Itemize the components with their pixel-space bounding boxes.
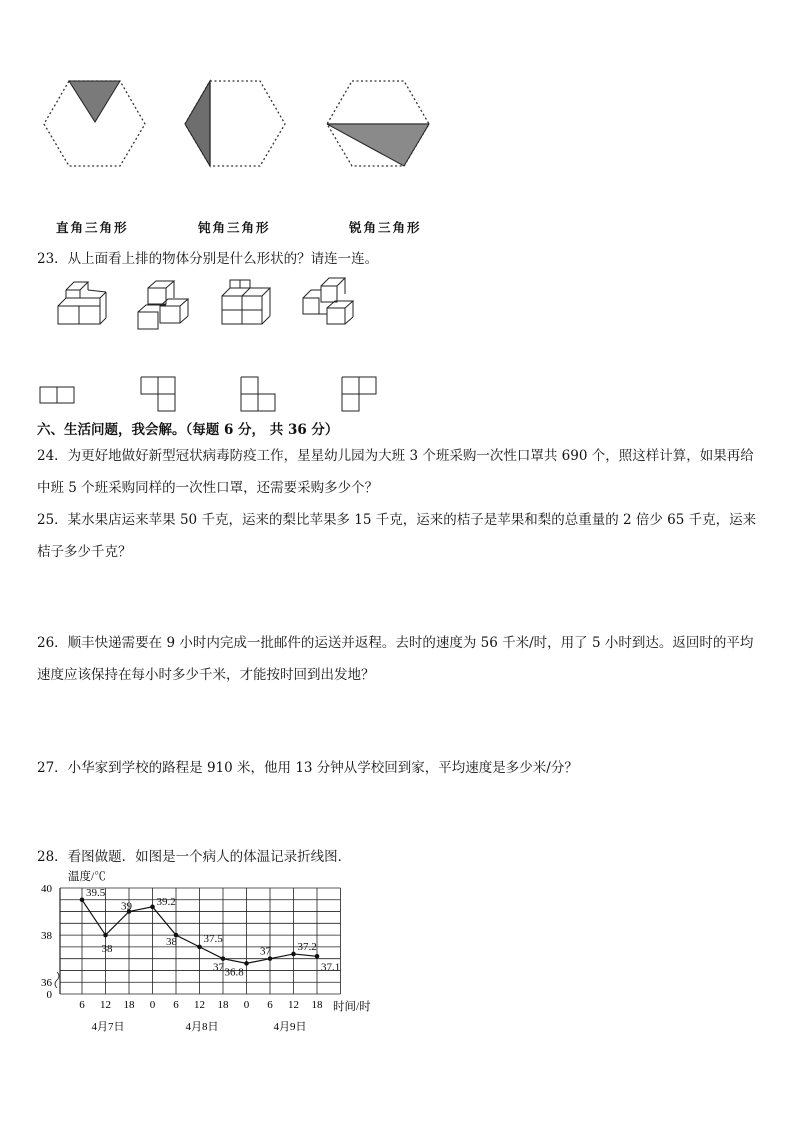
data-point: [103, 933, 108, 938]
chart-texts: [41, 869, 371, 1033]
x-tick-label: 12: [194, 999, 205, 1011]
data-value-label: 39.2: [156, 895, 176, 908]
data-point: [315, 954, 320, 959]
data-point: [221, 956, 226, 961]
day-label: 4月9日: [273, 1021, 307, 1033]
y-tick-label: 40: [41, 883, 52, 895]
question-23-text: 23．从上面看上排的物体分别是什么形状的？请连一连。: [37, 251, 379, 267]
data-value-label: 38: [166, 936, 177, 949]
hexagon-label-2: 钝角三角形: [198, 220, 271, 235]
x-tick-label: 0: [149, 999, 156, 1011]
data-value-label: 37: [260, 945, 271, 958]
cube-object-4: [303, 278, 353, 324]
x-tick-label: 18: [123, 999, 135, 1011]
day-label: 4月8日: [185, 1021, 219, 1033]
x-axis-label: 时间/时: [333, 1001, 371, 1013]
axis-break-mark: [55, 972, 59, 988]
question-28-text: 28．看图做题．如图是一个病人的体温记录折线图．: [37, 849, 352, 865]
data-value-label: 38: [101, 943, 113, 956]
shaded-right-triangle: [69, 81, 120, 122]
shaded-acute-triangle: [327, 124, 429, 166]
x-tick-label: 12: [288, 999, 299, 1011]
data-point: [80, 897, 85, 902]
day-label: 4月7日: [91, 1021, 125, 1033]
data-value-label: 37.1: [321, 961, 341, 974]
question-25-text: 25．某水果店运来苹果 50 千克，运来的梨比苹果多 15 千克，运来的桔子是苹果和梨的总重量的 2 倍少 65 千克，运来桔子多少千克？: [37, 512, 757, 560]
top-view-1: [40, 387, 74, 403]
hexagon-label-1: 直角三角形: [56, 220, 129, 235]
question-27-text: 27．小华家到学校的路程是 910 米，他用 13 分钟从学校回到家，平均速度是多少米/分？: [37, 760, 578, 776]
top-view-4: [342, 377, 376, 411]
data-value-label: 37.5: [203, 932, 223, 945]
y-tick-label: 38: [41, 930, 52, 943]
hexagon-2: [185, 81, 285, 166]
x-tick-label: 18: [311, 999, 323, 1011]
question-24: [37, 440, 762, 504]
question-25: [37, 504, 762, 568]
data-value-label: 36.8: [224, 966, 244, 979]
top-view-3: [241, 377, 275, 411]
hexagon-label-3: 锐角三角形: [349, 220, 422, 235]
data-point: [197, 945, 202, 950]
question-26-text: 26．顺丰快递需要在 9 小时内完成一批邮件的运送并返程。去时的速度为 56 千米/时，用了 5 小时到达。返回时的平均速度应该保持在每小时多少千米，才能按时回到出发地？: [37, 635, 754, 683]
hexagon-3: [327, 81, 429, 166]
x-tick-label: 6: [79, 999, 85, 1011]
data-value-label: 37.2: [297, 940, 317, 953]
shaded-obtuse-triangle: [185, 81, 210, 166]
section-title: 六、生活问题，我会解。（每题 6 分， 共 36 分）: [37, 422, 339, 438]
x-tick-label: 0: [243, 999, 250, 1011]
y-tick-label: 36: [41, 977, 52, 990]
cube-object-2: [138, 281, 188, 329]
question-27: [37, 752, 762, 784]
hexagon-1: [44, 81, 145, 166]
cube-object-3: [222, 280, 270, 324]
y-tick-label: 0: [46, 989, 52, 1001]
cube-objects: [0, 270, 794, 340]
x-tick-label: 18: [217, 999, 229, 1011]
top-view-shapes: [0, 370, 794, 415]
cube-object-1: [58, 282, 106, 324]
data-value-label: 37: [213, 961, 224, 974]
data-point: [150, 905, 155, 910]
x-tick-label: 6: [267, 999, 273, 1011]
question-24-text: 24．为更好地做好新型冠状病毒防疫工作，星星幼儿园为大班 3 个班采购一次性口罩共 690 个，照这样计算，如果再给中班 5 个班采购同样的一次性口罩，还需要采购多少个？: [37, 448, 754, 496]
data-value-label: 39: [121, 900, 132, 913]
x-tick-label: 12: [100, 999, 111, 1011]
y-axis-label: 温度/℃: [68, 871, 106, 883]
x-tick-label: 6: [173, 999, 179, 1011]
data-point: [291, 952, 296, 957]
temperature-line-chart: [0, 860, 400, 1045]
data-point: [244, 961, 249, 966]
top-view-2: [141, 377, 175, 411]
data-value-label: 39.5: [86, 886, 106, 899]
hexagon-figures: [0, 0, 794, 250]
question-26: [37, 627, 762, 691]
